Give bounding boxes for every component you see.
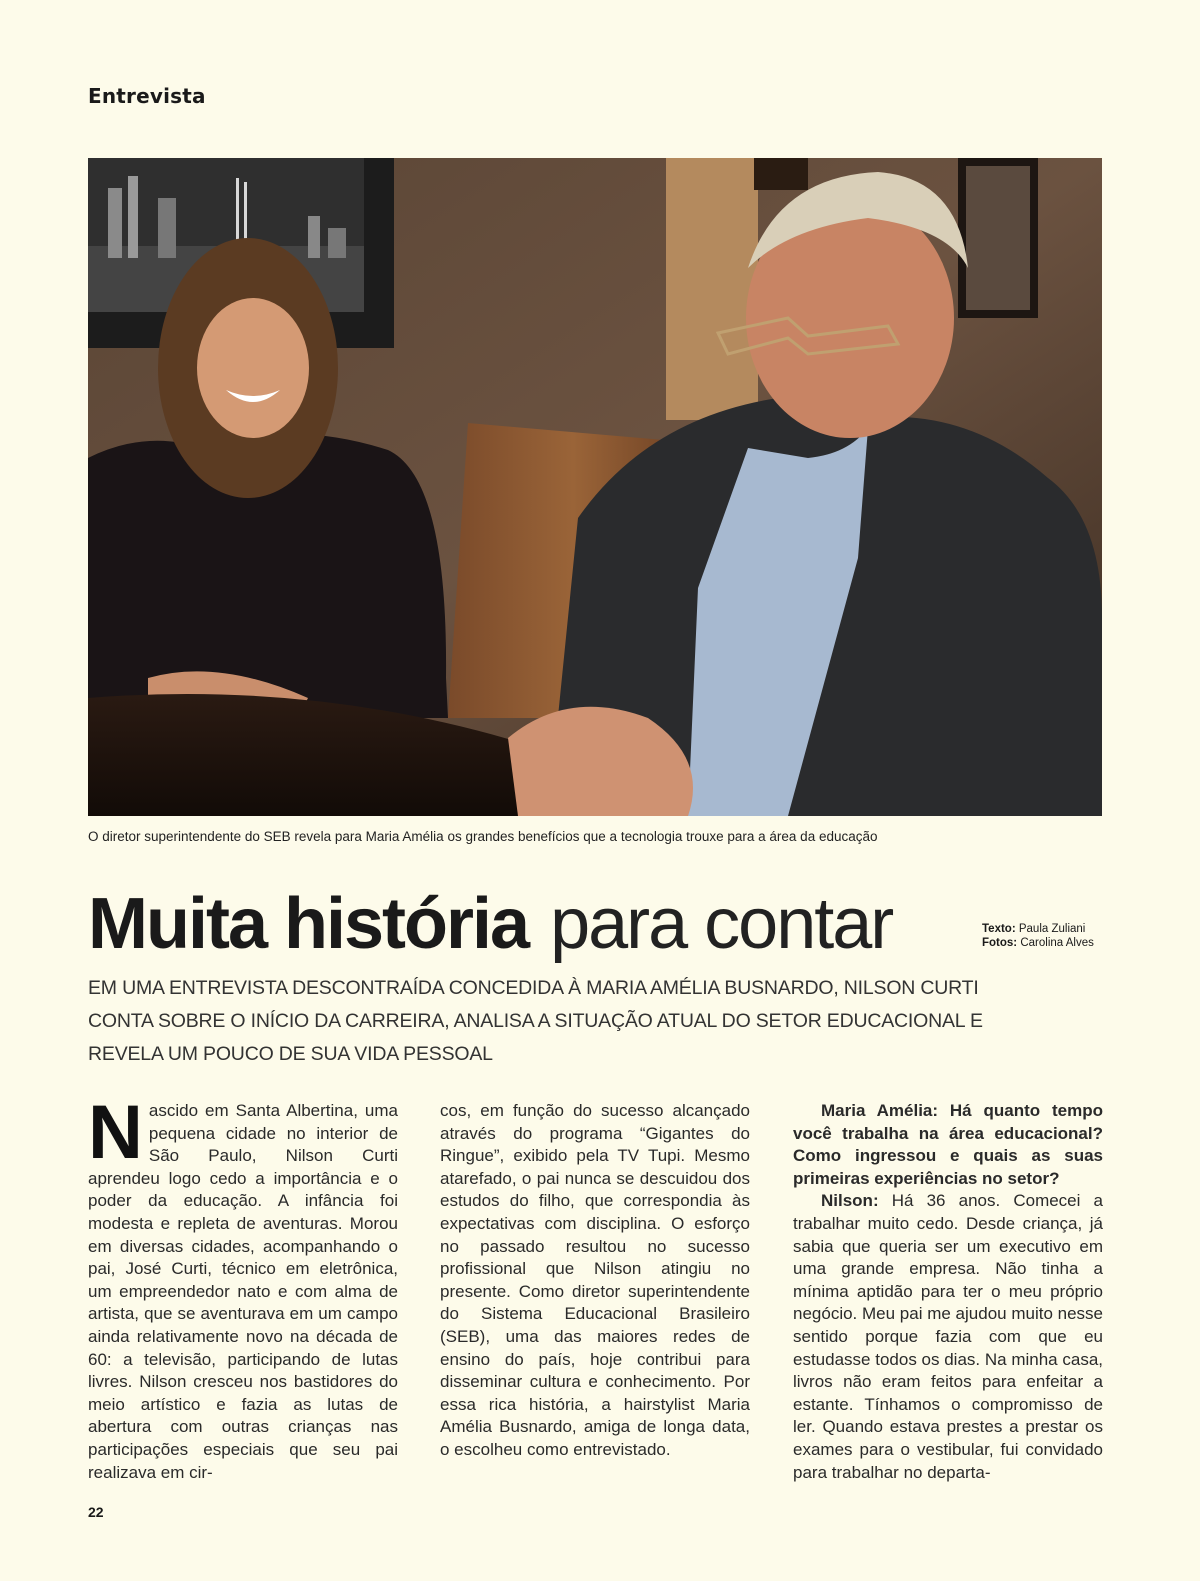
article-column-2 <box>440 1100 750 1462</box>
interview-photo-illustration <box>88 158 1102 816</box>
answer-text: Há 36 anos. Comecei a trabalhar muito cedo. Desde criança, já sabia que queria ser um executivo em uma grande empresa. Não tinha a mínima aptidão para ter o meu próprio negócio. Meu pai me ajudou muito nesse sentido porque fazia com que eu estudasse todos os dias. Na minha casa, livros não eram feitos para enfeitar a estante. Tínhamos o compromisso de ler. Quando estava prestes a prestar os exames para o vestibular, fui convidado para trabalhar no departa- <box>793 1191 1103 1482</box>
drop-cap: N <box>88 1090 143 1175</box>
photo-credit <box>982 936 1112 950</box>
headline-light: para contar <box>550 884 893 964</box>
interview-answer <box>793 1190 1103 1484</box>
answer-speaker: Nilson: <box>821 1191 879 1211</box>
headline <box>88 878 892 970</box>
section-label: Entrevista <box>88 84 206 108</box>
text-credit-author: Paula Zuliani <box>1018 923 1086 935</box>
deck: EM UMA ENTREVISTA DESCONTRAÍDA CONCEDIDA À MARIA AMÉLIA BUSNARDO, NILSON CURTI CONTA SOBRE O INÍCIO DA CARREIRA, ANALISA A SITUAÇÃO ATUAL DO SETOR EDUCACIONAL E REVELA UM POUCO DE SUA VIDA PESSOAL <box>88 977 983 1065</box>
credits <box>982 922 1112 950</box>
text-credit-label: Texto: <box>982 923 1016 935</box>
article-column-1 <box>88 1090 398 1484</box>
photo-credit-author: Carolina Alves <box>1020 937 1094 949</box>
headline-bold: Muita história <box>88 884 529 964</box>
interview-question: Maria Amélia: Há quanto tempo você trabalha na área educacional? Como ingressou e quais as suas primeiras experiências no setor? <box>793 1101 1103 1188</box>
photo-credit-label: Fotos: <box>982 937 1018 949</box>
text-credit <box>982 922 1112 936</box>
page-number: 22 <box>88 1504 104 1520</box>
article-column-2-text: cos, em função do sucesso alcançado através do programa “Gigantes do Ringue”, exibido pela TV Tupi. Mesmo atarefado, o pai nunca se descuidou dos estudos do filho, que correspondia às expectativas com disciplina. O esforço no passado resultou no sucesso profissional que Nilson atingiu no presente. Como diretor superintendente do Sistema Educacional Brasileiro (SEB), uma das maiores redes de ensino do país, hoje contribui para disseminar cultura e conhecimento. Por essa rica história, a hairstylist Maria Amélia Busnardo, amiga de longa data, o escolheu como entrevistado. <box>440 1101 750 1459</box>
article-column-1-text: ascido em Santa Albertina, uma pequena cidade no interior de São Paulo, Nilson Curti aprendeu logo cedo a importância e o poder da educação. A infância foi modesta e repleta de aventuras. Morou em diversas cidades, acompanhando o pai, José Curti, técnico em eletrônica, um empreendedor nato e com alma de artista, que se aventurava em um campo ainda relativamente novo na década de 60: a televisão, participando de lutas livres. Nilson cresceu nos bastidores do meio artístico e fazia as lutas de abertura com outras crianças nas participações especiais que seu pai realizava em cir- <box>88 1101 398 1482</box>
article-column-3 <box>793 1100 1103 1484</box>
interview-photo <box>88 158 1102 816</box>
photo-caption: O diretor superintendente do SEB revela para Maria Amélia os grandes benefícios que a tecnologia trouxe para a área da educação <box>88 829 878 844</box>
